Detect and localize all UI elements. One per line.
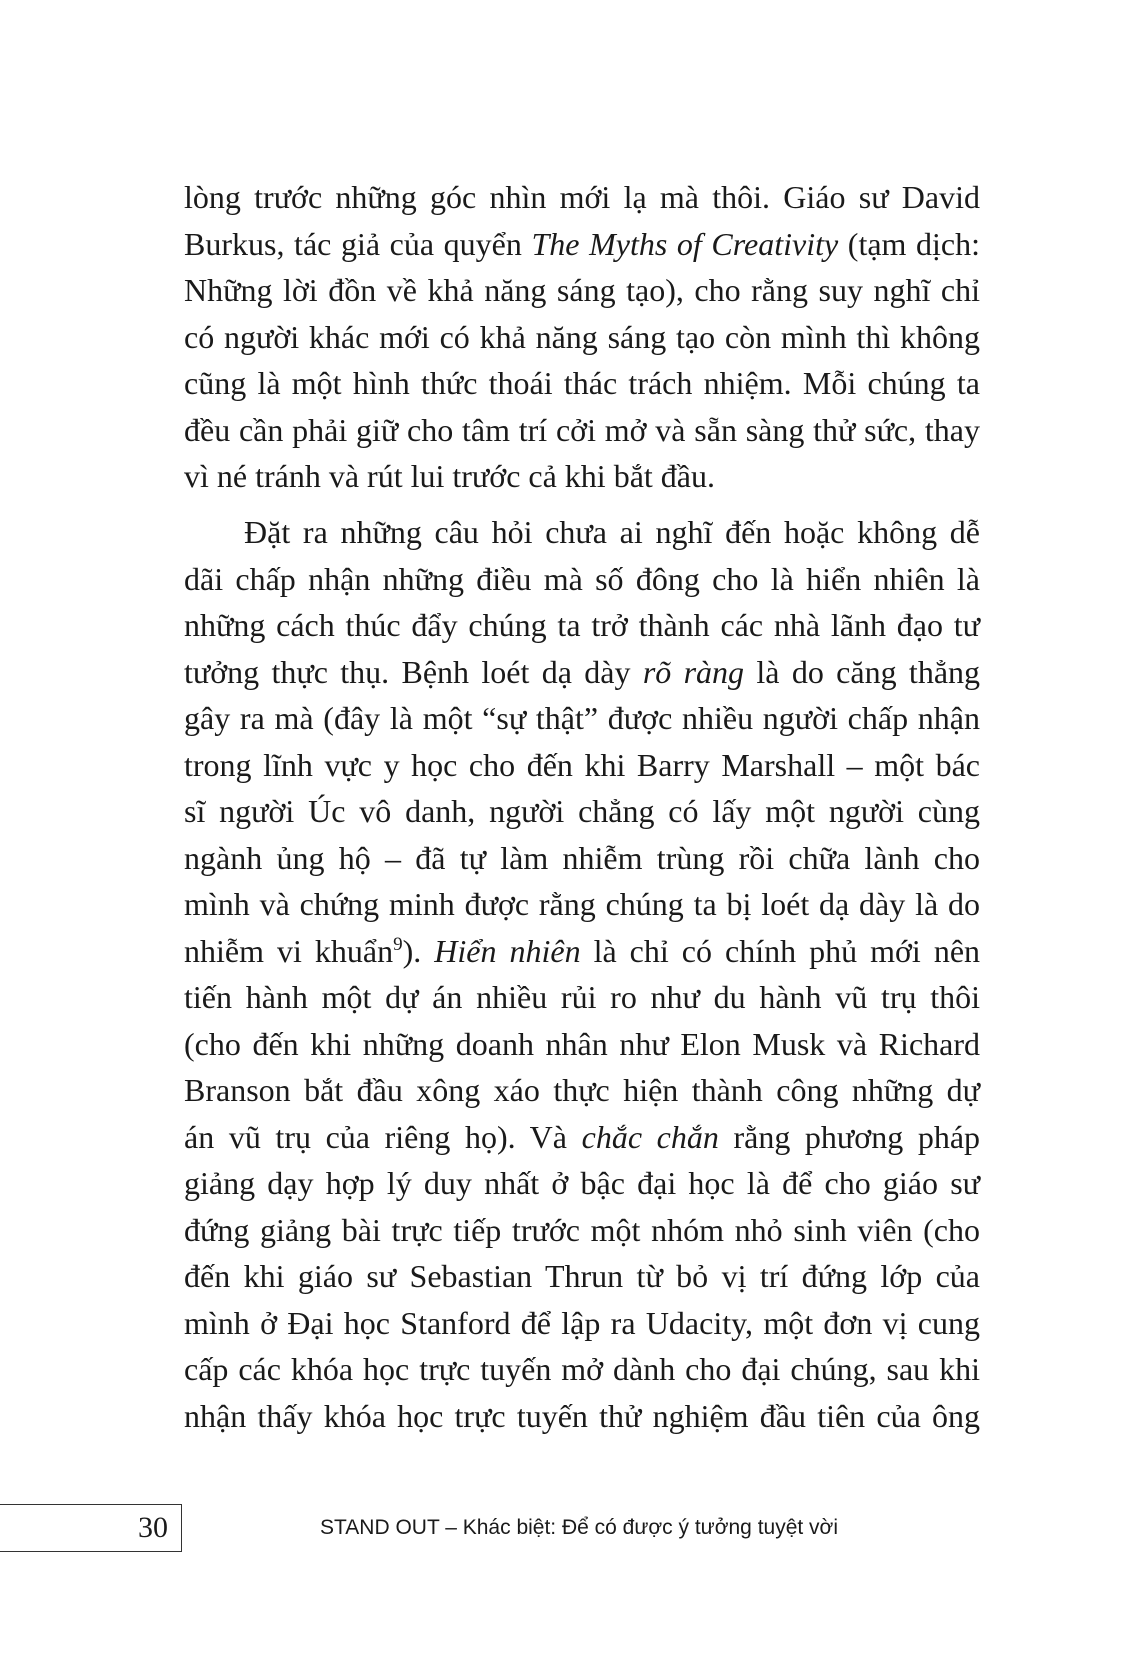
text-line: đứng giảng bài trực tiếp trước một nhóm nhỏ sinh viên (cho	[184, 1211, 980, 1248]
text-line: án vũ trụ của riêng họ). Và chắc chắn rằng phương pháp	[184, 1118, 981, 1155]
text-line: ngành ủng hộ – đã tự làm nhiễm trùng rồi chữa lành cho	[184, 839, 980, 876]
page-number: 30	[138, 1511, 168, 1544]
text-line: giảng dạy hợp lý duy nhất ở bậc đại học là để cho giáo sư	[184, 1165, 980, 1201]
text-line: những cách thúc đẩy chúng ta trở thành các nhà lãnh đạo tư	[184, 607, 980, 643]
text-line: Những lời đồn về khả năng sáng tạo), cho rằng suy nghĩ chỉ	[184, 272, 980, 308]
text-line: có người khác mới có khả năng sáng tạo còn mình thì không	[184, 318, 980, 355]
text-line: nhiễm vi khuẩn$^9$). Hiển nhiên là chỉ có chính phủ mới nên	[184, 932, 981, 969]
text-line: sĩ người Úc vô danh, người chẳng có lấy một người cùng	[184, 793, 980, 829]
text-line: lòng trước những góc nhìn mới lạ mà thôi. Giáo sư David	[184, 179, 980, 215]
text-line: đến khi giáo sư Sebastian Thrun từ bỏ vị trí đứng lớp của	[184, 1258, 980, 1294]
text-line: trong lĩnh vực y học cho đến khi Barry Marshall – một bác	[184, 746, 980, 783]
text-line: nhận thấy khóa học trực tuyến thử nghiệm đầu tiên của ông	[184, 1397, 980, 1434]
text-line: dãi chấp nhận những điều mà số đông cho là hiển nhiên là	[184, 560, 980, 597]
emphasis: Hiển nhiên	[434, 932, 581, 969]
text-line: cũng là một hình thức thoái thác trách nhiệm. Mỗi chúng ta	[184, 365, 980, 401]
text-line: (cho đến khi những doanh nhân như Elon Musk và Richard	[184, 1025, 980, 1062]
book-title: The Myths of Creativity	[531, 225, 839, 262]
text-line: tiến hành một dự án nhiều rủi ro như du hành vũ trụ thôi	[184, 979, 980, 1015]
paragraph-2	[184, 509, 980, 1439]
text-line: mình ở Đại học Stanford để lập ra Udacity, một đơn vị cung	[184, 1304, 980, 1341]
text-line: Đặt ra những câu hỏi chưa ai nghĩ đến hoặc không dễ	[244, 514, 980, 550]
text-line: gây ra mà (đây là một “sự thật” được nhiều người chấp nhận	[184, 700, 980, 736]
emphasis: rõ ràng	[642, 653, 745, 690]
text-line: Burkus, tác giả của quyển The Myths of Creativity (tạm dịch:	[184, 225, 981, 262]
running-title: STAND OUT – Khác biệt: Để có được ý tưởng tuyệt vời	[320, 1516, 838, 1539]
footnote-marker: 9	[393, 933, 403, 955]
text-line: mình và chứng minh được rằng chúng ta bị loét dạ dày là do	[184, 886, 980, 922]
paragraph-1	[184, 174, 980, 500]
text-line: Branson bắt đầu xông xáo thực hiện thành công những dự	[184, 1072, 980, 1108]
text-line: tưởng thực thụ. Bệnh loét dạ dày rõ ràng là do căng thẳng	[184, 653, 981, 690]
text-line: cấp các khóa học trực tuyến mở dành cho đại chúng, sau khi	[184, 1351, 980, 1387]
text-line: vì né tránh và rút lui trước cả khi bắt đầu.	[184, 458, 715, 494]
emphasis: chắc chắn	[581, 1118, 719, 1155]
text-line: đều cần phải giữ cho tâm trí cởi mở và sẵn sàng thử sức, thay	[184, 411, 980, 448]
